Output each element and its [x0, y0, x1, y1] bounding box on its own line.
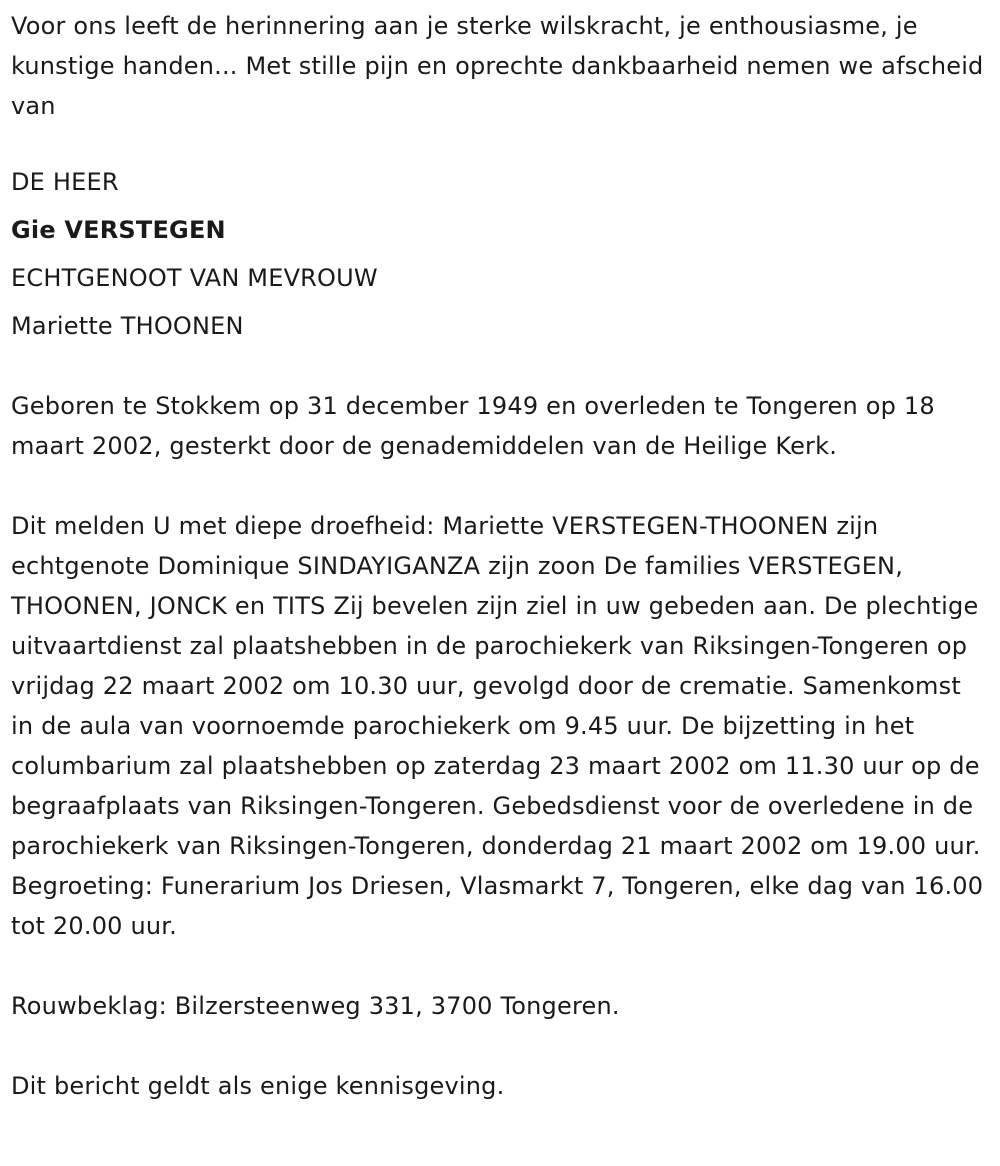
title-text: DE HEER: [11, 168, 119, 196]
intro-text: Voor ons leeft de herinnering aan je sterke wilskracht, je enthousiasme, je kunstige handen... Met stille pijn en oprechte dankbaarheid nemen we afscheid van: [11, 12, 984, 120]
announcement-text: Dit melden U met diepe droefheid: Mariette VERSTEGEN-THOONEN zijn echtgenote Dominique SINDAYIGANZA zijn zoon De families VERSTEGEN, THOONEN, JONCK en TITS Zij bevelen zijn ziel in uw gebeden aan. De plechtige uitvaartdienst zal plaatshebben in de parochiekerk van Riksingen-Tongeren op vrijdag 22 maart 2002 om 10.30 uur, gevolgd door de crematie. Samenkomst in de aula van voornoemde parochiekerk om 9.45 uur. De bijzetting in het columbarium zal plaatshebben op zaterdag 23 maart 2002 om 11.30 uur op de begraafplaats van Riksingen-Tongeren. Gebedsdienst voor de overledene in de parochiekerk van Riksingen-Tongeren, donderdag 21 maart 2002 om 19.00 uur. Begroeting: Funerarium Jos Driesen, Vlasmarkt 7, Tongeren, elke dag van 16.00 tot 20.00 uur.: [11, 512, 984, 940]
condolences-text: Rouwbeklag: Bilzersteenweg 331, 3700 Tongeren.: [11, 992, 620, 1020]
spouse-name: Mariette THOONEN: [11, 312, 244, 340]
name-block: [11, 158, 986, 350]
relation-text: ECHTGENOOT VAN MEVROUW: [11, 264, 378, 292]
closing-text: Dit bericht geldt als enige kennisgeving.: [11, 1072, 505, 1100]
birth-death-text: Geboren te Stokkem op 31 december 1949 en overleden te Tongeren op 18 maart 2002, gesterkt door de genademiddelen van de Heilige Kerk.: [11, 392, 935, 460]
deceased-name: Gie VERSTEGEN: [11, 216, 226, 244]
